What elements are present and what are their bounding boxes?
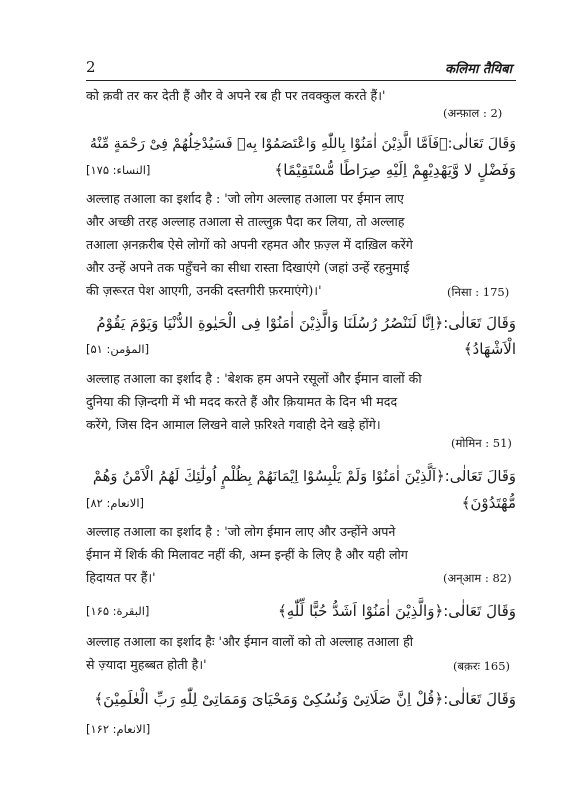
text-line: अल्लाह तआला का इर्शाद है : 'जो लोग ईमान लाए और उन्होंने अपने xyxy=(86,524,396,539)
arabic-verse xyxy=(86,464,516,516)
arabic-reference: [الانعام: ۸۲] xyxy=(86,496,145,510)
header-rule xyxy=(86,80,516,81)
arabic-verse xyxy=(86,686,516,712)
verse-reference: (अन्फ़ाल : 2) xyxy=(443,106,503,120)
text-line: को क़वी तर कर देती हैं और वे अपने रब ही पर तवक्कुल करते हैं।' xyxy=(86,88,386,103)
arabic-line: وَقَالَ تَعَالٰی:﴿قُلْ اِنَّ صَلَاتِیْ وَنُسُكِیْ وَمَحْیَایَ وَمَمَاتِیْ لِلّٰهِ رَبِّ الْعٰلَمِیْنَ﴾ xyxy=(94,690,516,708)
text-line: दुनिया की ज़िन्दगी में भी मदद करते हैं और क़ियामत के दिन भी मदद xyxy=(86,394,398,409)
verse-reference: (बक़रः 165) xyxy=(453,659,511,673)
arabic-line: الْاَشْهَادُ﴾ xyxy=(463,340,516,358)
verse-reference: (अन्आम : 82) xyxy=(443,571,512,585)
arabic-verse xyxy=(86,598,516,624)
arabic-reference: [البقرة: ۱۶۵] xyxy=(86,604,150,618)
arabic-line: وَقَالَ تَعَالٰی:﴿فَاَمَّا الَّذِیْنَ اٰمَنُوْا بِاللّٰهِ وَاعْتَصَمُوْا بِهٖ فَسَیُدْخِلُهُمْ فِیْ رَحْمَةٍ مِّنْهُ xyxy=(89,136,516,152)
arabic-line: مُّهْتَدُوْنَ﴾ xyxy=(461,494,516,512)
running-title: कलिमा तैयिबा xyxy=(445,62,512,77)
text-line: ईमान में शिर्क की मिलावट नहीं की, अम्न इन्हीं के लिए है और यही लोग xyxy=(86,547,408,562)
page-header xyxy=(86,58,512,78)
text-line: तआला अ़नक़रीब ऐसे लोगों को अपनी रहमत और फ़ज़्ल में दाख़िल करेंगे xyxy=(86,237,413,252)
text-line: और अच्छी तरह अल्लाह तआला से ताल्लुक़ पैदा कर लिया, तो अल्लाह xyxy=(86,214,405,229)
arabic-line: وَقَالَ تَعَالٰی:﴿وَالَّذِیْنَ اٰمَنُوْا اَشَدُّ حُبًّا لِّلّٰهِ﴾ xyxy=(277,602,516,620)
text-line: और उन्हें अपने तक पहुँचने का सीधा रास्ता दिखाएंगे (जहां उन्हें रहनुमाई xyxy=(86,260,410,275)
hindi-paragraph xyxy=(86,630,516,676)
verse-reference: (निसा : 175) xyxy=(447,285,510,299)
page-number: 2 xyxy=(86,58,96,76)
arabic-verse xyxy=(86,131,516,183)
hindi-paragraph xyxy=(86,367,516,436)
arabic-reference: [النساء: ۱۷۵] xyxy=(86,163,151,177)
arabic-line: وَفَضْلٍ لا وَّیَهْدِیْهِمْ اِلَیْهِ صِرَاطًا مُّسْتَقِیْمًا﴾ xyxy=(274,161,516,179)
text-line: अल्लाह तआला का इर्शाद है : 'जो लोग अल्लाह तआला पर ईमान लाए xyxy=(86,191,404,206)
text-line: की ज़रूरत पेश आएगी, उनकी दस्तगीरी फ़रमाएंगे)।' xyxy=(86,283,322,298)
arabic-reference: [المؤمن: ۵۱] xyxy=(86,342,150,356)
arabic-reference: [الانعام: ۱۶۲] xyxy=(86,722,151,736)
hindi-paragraph xyxy=(86,84,516,107)
text-line: से ज़्यादा मुहब्बत होती है।' xyxy=(86,657,207,672)
text-line: करेंगे, जिस दिन आमाल लिखने वाले फ़रिश्ते गवाही देने खड़े होंगे। xyxy=(86,417,381,432)
arabic-line: وَقَالَ تَعَالٰی:﴿اِنَّا لَنَنْصُرُ رُسُلَنَا وَالَّذِیْنَ اٰمَنُوْا فِی الْحَیٰوةِ الدُّنْیَا وَیَوْمَ یَقُوْمُ xyxy=(96,314,516,332)
verse-reference: (मोमिन : 51) xyxy=(451,436,512,450)
text-line: अल्लाह तआला का इर्शाद है : 'बेशक हम अपने रसूलों और ईमान वालों की xyxy=(86,371,422,386)
text-line: हिदायत पर हैं।' xyxy=(86,570,156,585)
text-line: अल्लाह तआला का इर्शाद हैः 'और ईमान वालों को तो अल्लाह तआला ही xyxy=(86,634,414,649)
arabic-verse xyxy=(86,310,516,362)
arabic-line: وَقَالَ تَعَالٰی:﴿اَلَّذِیْنَ اٰمَنُوْا وَلَمْ یَلْبِسُوْا اِیْمَانَهُمْ بِظُلْمٍ اُولٰٓئِكَ لَهُمُ الْاَمْنُ وَهُمْ xyxy=(92,468,516,485)
